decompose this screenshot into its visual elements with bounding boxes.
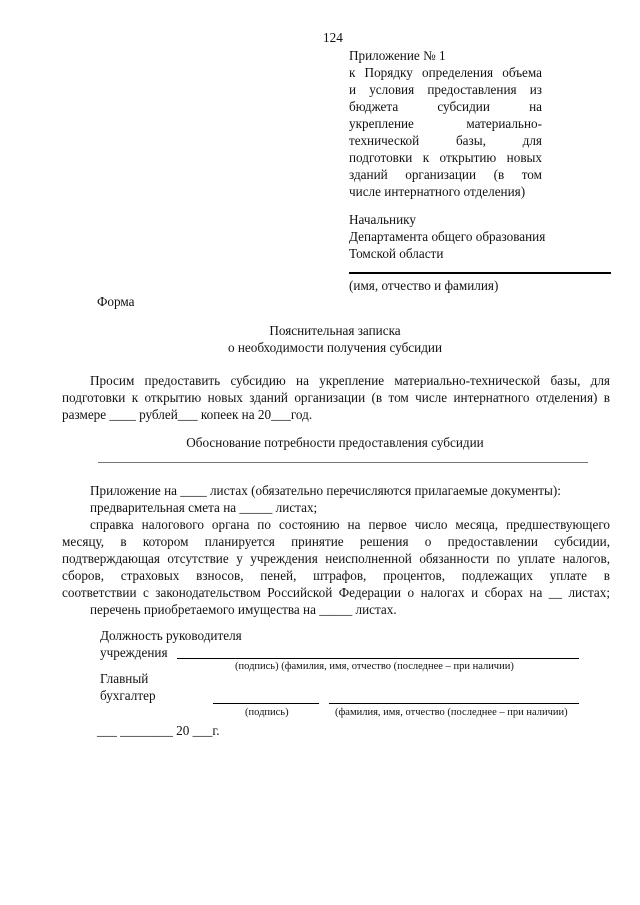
attachment-tax-line: справка налогового органа по состоянию на первое число месяца, предшествующего (90, 517, 610, 532)
appendix-line: зданий организации (в том (349, 167, 542, 182)
justification-title: Обоснование потребности предоставления субсидии (186, 435, 484, 450)
appendix-line: технической базы, для (349, 133, 542, 148)
addressee-name-line (349, 272, 611, 274)
attachment-tax-line: подтверждающая отсутствие у учреждения неисполненной обязанности по уплате налогов, (62, 551, 610, 566)
page-number: 124 (323, 30, 343, 45)
head-institution-label: учреждения (100, 645, 168, 660)
accountant-signature-caption: (подпись) (245, 707, 289, 718)
attachment-tax-line: месяцу, в котором планируется принятие решения о предоставлении субсидии, (62, 534, 610, 549)
attachment-tax-line: сборов, страховых взносов, пеней, штрафов, процентов, подлежащих уплате в (62, 568, 610, 583)
appendix-title: Приложение № 1 (349, 48, 446, 63)
date-line: ___ ________ 20 ___г. (97, 723, 220, 738)
note-title (0, 322, 640, 356)
attachment-property: перечень приобретаемого имущества на _____ листах. (90, 602, 397, 617)
request-line-3: размере ____ рублей___ копеек на 20___год. (62, 407, 313, 422)
attachments-intro: Приложение на ____ листах (обязательно перечисляются прилагаемые документы): (90, 483, 561, 498)
addressee-region: Томской области (349, 246, 444, 261)
accountant-name-line (329, 703, 579, 704)
request-line-1: Просим предоставить субсидию на укрепление материально-технической базы, для (90, 373, 610, 388)
addressee-caption: (имя, отчество и фамилия) (349, 278, 499, 293)
attachment-estimate: предварительная смета на _____ листах; (90, 500, 318, 515)
addressee-block (349, 211, 545, 262)
note-title-line: Пояснительная записка (269, 323, 401, 338)
accountant-name-caption: (фамилия, имя, отчество (последнее – при наличии) (335, 707, 568, 718)
justification-line (98, 462, 588, 463)
attachment-tax-line: соответствии с законодательством Российской Федерации о налогах и сборах на __ листах; (62, 585, 610, 600)
appendix-line: и условия предоставления из (349, 82, 542, 97)
request-line-2: подготовки к открытию новых зданий организации (в том числе интернатного отделения) в (62, 390, 610, 405)
addressee-department: Департамента общего образования (349, 229, 546, 244)
head-signature-caption: (подпись) (фамилия, имя, отчество (последнее – при наличии) (235, 661, 514, 672)
appendix-line: бюджета субсидии на (349, 99, 542, 114)
appendix-line: подготовки к открытию новых (349, 150, 542, 165)
head-position-label: Должность руководителя (100, 628, 242, 643)
accountant-label-2: бухгалтер (100, 688, 156, 703)
accountant-label-1: Главный (100, 671, 149, 686)
accountant-signature-line (213, 703, 319, 704)
appendix-line: укрепление материально- (349, 116, 542, 131)
appendix-line: к Порядку определения объема (349, 65, 542, 80)
form-label: Форма (97, 294, 135, 309)
addressee-title: Начальнику (349, 212, 416, 227)
appendix-line: числе интернатного отделения) (349, 184, 526, 199)
appendix-block (349, 47, 542, 200)
note-title-line: о необходимости получения субсидии (227, 340, 443, 355)
head-signature-line (177, 658, 579, 659)
